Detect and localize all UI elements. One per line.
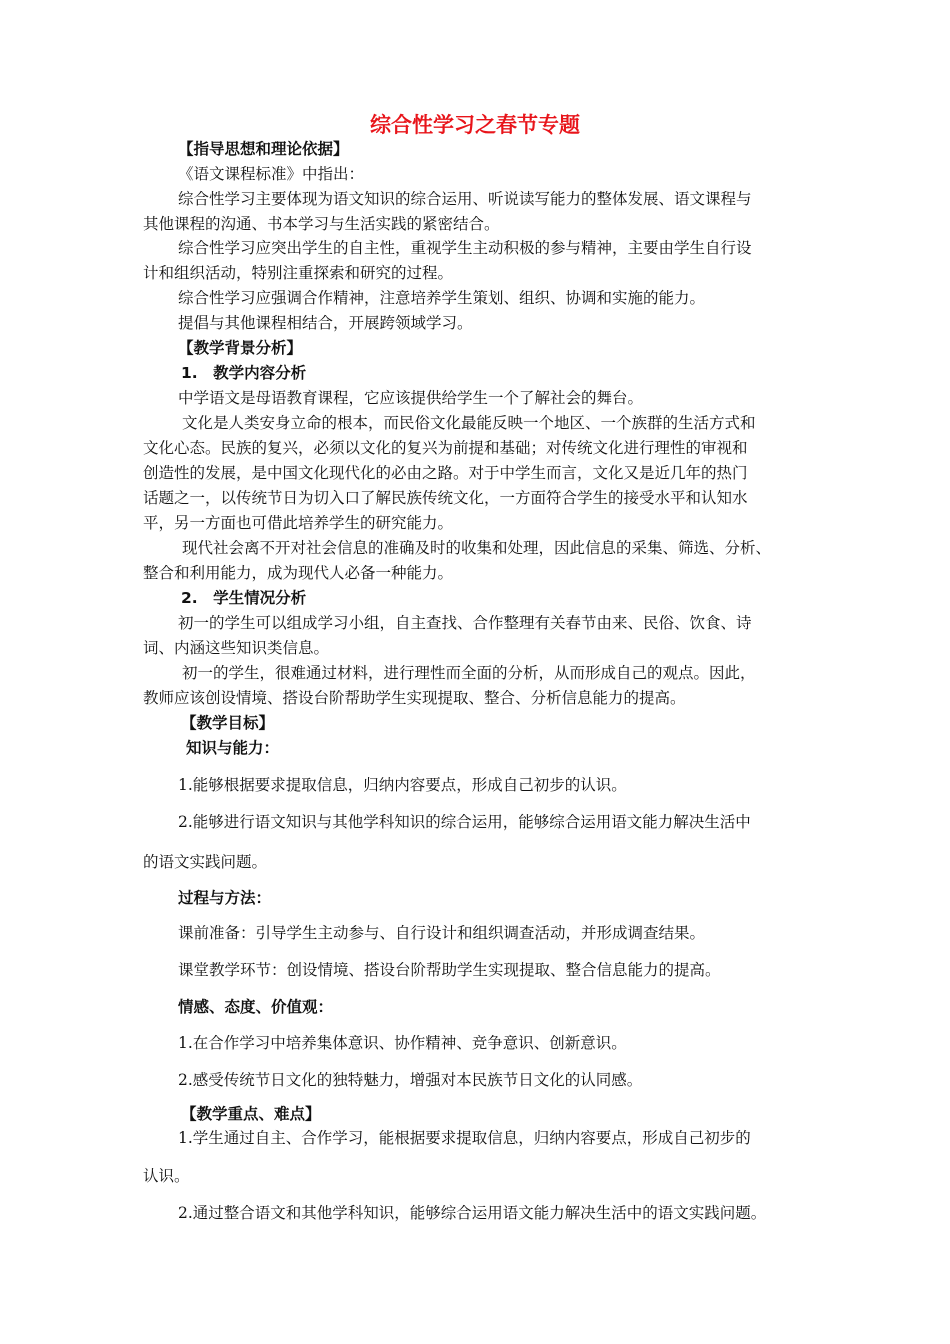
section-heading-background: 【教学背景分析】 — [178, 339, 303, 357]
paragraph-line: 1.学生通过自主、合作学习，能根据要求提取信息，归纳内容要点，形成自己初步的 — [178, 1129, 751, 1147]
paragraph-line: 计和组织活动，特别注重探索和研究的过程。 — [143, 264, 454, 282]
paragraph-line: 提倡与其他课程相结合，开展跨领域学习。 — [178, 314, 473, 332]
paragraph-line: 文化是人类安身立命的根本，而民俗文化最能反映一个地区、一个族群的生活方式和 — [182, 414, 756, 432]
paragraph-line: 1.能够根据要求提取信息，归纳内容要点，形成自己初步的认识。 — [178, 776, 627, 794]
paragraph-line: 创造性的发展，是中国文化现代化的必由之路。对于中学生而言，文化又是近几年的热门 — [143, 464, 748, 482]
paragraph-line: 其他课程的沟通、书本学习与生活实践的紧密结合。 — [143, 215, 500, 233]
section-heading-guiding-ideas: 【指导思想和理论依据】 — [178, 140, 349, 158]
paragraph-line: 2.感受传统节日文化的独特魅力，增强对本民族节日文化的认同感。 — [178, 1071, 643, 1089]
section-heading-key-points: 【教学重点、难点】 — [181, 1105, 321, 1123]
paragraph-line: 认识。 — [143, 1167, 190, 1185]
document-title: 综合性学习之春节专题 — [370, 113, 580, 137]
paragraph-line: 1.在合作学习中培养集体意识、协作精神、竞争意识、创新意识。 — [178, 1034, 627, 1052]
paragraph-line: 的语文实践问题。 — [143, 853, 268, 871]
paragraph-line: 课前准备：引导学生主动参与、自行设计和组织调查活动，并形成调查结果。 — [178, 924, 706, 942]
subheading-process-method: 过程与方法： — [178, 889, 272, 907]
paragraph-line: 话题之一，以传统节日为切入口了解民族传统文化，一方面符合学生的接受水平和认知水 — [143, 489, 748, 507]
paragraph-line: 综合性学习应突出学生的自主性，重视学生主动积极的参与精神，主要由学生自行设 — [178, 239, 752, 257]
paragraph-line: 《语文课程标准》中指出： — [178, 165, 365, 183]
paragraph-line: 初一的学生，很难通过材料，进行理性而全面的分析，从而形成自己的观点。因此， — [182, 664, 756, 682]
subsection-heading-students: 2. 学生情况分析 — [181, 589, 307, 607]
paragraph-line: 初一的学生可以组成学习小组，自主查找、合作整理有关春节由来、民俗、饮食、诗 — [178, 614, 752, 632]
paragraph-line: 综合性学习主要体现为语文知识的综合运用、听说读写能力的整体发展、语文课程与 — [178, 190, 752, 208]
paragraph-line: 词、内涵这些知识类信息。 — [143, 639, 330, 657]
paragraph-line: 中学语文是母语教育课程，它应该提供给学生一个了解社会的舞台。 — [178, 389, 644, 407]
subsection-heading-content: 1. 教学内容分析 — [181, 364, 307, 382]
paragraph-line: 教师应该创设情境、搭设台阶帮助学生实现提取、整合、分析信息能力的提高。 — [143, 689, 686, 707]
paragraph-line: 平，另一方面也可借此培养学生的研究能力。 — [143, 514, 454, 532]
paragraph-line: 2.通过整合语文和其他学科知识，能够综合运用语文能力解决生活中的语文实践问题。 — [178, 1204, 767, 1222]
paragraph-line: 2.能够进行语文知识与其他学科知识的综合运用，能够综合运用语文能力解决生活中 — [178, 813, 751, 831]
paragraph-line: 课堂教学环节：创设情境、搭设台阶帮助学生实现提取、整合信息能力的提高。 — [178, 961, 721, 979]
subheading-emotion-values: 情感、态度、价值观： — [178, 998, 334, 1016]
paragraph-line: 整合和利用能力，成为现代人必备一种能力。 — [143, 564, 454, 582]
paragraph-line: 综合性学习应强调合作精神，注意培养学生策划、组织、协调和实施的能力。 — [178, 289, 706, 307]
paragraph-line: 文化心态。民族的复兴，必须以文化的复兴为前提和基础；对传统文化进行理性的审视和 — [143, 439, 748, 457]
paragraph-line: 现代社会离不开对社会信息的准确及时的收集和处理，因此信息的采集、筛选、分析、 — [182, 539, 772, 557]
subheading-knowledge-ability: 知识与能力： — [186, 739, 280, 757]
section-heading-objectives: 【教学目标】 — [181, 714, 275, 732]
